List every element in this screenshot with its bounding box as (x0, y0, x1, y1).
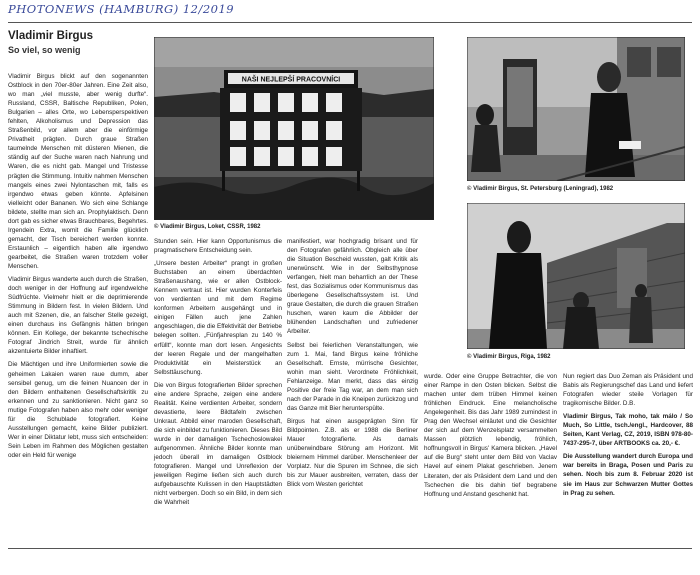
article-author-heading: Vladimir Birgus (8, 30, 93, 42)
paragraph: Birgus hat einen ausgeprägten Sinn für Bildpointen. Z.B. als er 1988 die Berliner Mauer fotografierte. Als damals unüberwindbare Störung am Horizont. Mit bleiernem Himmel darüber. Menschenleer der Vorplatz. Nur die Spuren im Schnee, die sich bis zur Mauer ausbreiten, verraten, dass der Blick vom Westen gerichtet (287, 417, 418, 489)
photo-st-petersburg (467, 37, 685, 181)
article-subtitle: So viel, so wenig (8, 45, 81, 55)
text-column-5 (563, 372, 693, 498)
text-column-4 (424, 372, 557, 499)
paragraph: „Unsere besten Arbeiter“ prangt in großen Buchstaben an einem überdachten Straßenaushang, wie er allen Ostblock-Kennern vertraut ist. Hier wurden Konterfeis von verdienten und mit dem Regime konformen Arbeitern ausgehängt und in einigen Fällen auch jene Zahlen angeschlagen, die die Effektivität der Betriebe belegen sollten. „Fünfjahresplan zu 140 % erfüllt“, konnte man dort lesen. Angesichts der leeren Regale und der mangelhaften Produktivität ein Meisterstück an Selbsttäuschung. (154, 260, 283, 376)
paragraph: Vladimir Birgus wanderte auch durch die Straßen, doch weniger in der Hoffnung auf irgendwelche Südfrüchte. Vielmehr hielt er die deprimierende Stimmung in Bildern fest. In vielen Bildern. Und auch mit Szenen, die, an falscher Stelle gezeigt, einen durchaus ins Gefängnis hätten bringen können. Ein Kollege, der bekannte tschechische Fotograf Jindrich Streit, wurde für ähnlich akzentuierte Bilder inhaftiert. (8, 276, 148, 356)
paragraph: Die Mächtigen und ihre Uniformierten sowie die geheimen Lakaien waren raue dumm, aber sensibel genug, um die feinen Nuancen der in den Bildern enthaltenen Gesellschaftskritik zu erkennen und zu sanktionieren. Nicht ganz so mutige Fotografen haben also mehr oder weniger für die Schublade fotografiert. Keine Ausstellungen gemacht, keine Bilder publiziert. Wer in einer Diktatur lebt, muss sich entscheiden: Sein Leben im Rahmen des Möglichen gestalten oder ein Held für wenige (8, 361, 148, 459)
text-column-1 (8, 72, 148, 460)
paragraph: Selbst bei feierlichen Veranstaltungen, wie zum 1. Mai, fand Birgus keine fröhliche Gesellschaft. Ernste, mürrische Gesichter, wohin man sieht. Verordnete Fröhlichkeit, Fehlanzeige. Man merkt, dass das einzig Positive der freie Tag war, an dem man sich nach der Parade in die Kneipen zurückzog und das Ganze mit Bier herunterspülte. (287, 341, 418, 412)
top-rule (8, 22, 692, 23)
paragraph: Die von Birgus fotografierten Bilder sprechen eine andere Sprache, zeigen eine andere Realität. Keine verdienten Arbeiter, sondern devastierte, leere Bildtafeln zwischen Unkraut. Abbild einer maroden Gesellschaft, die sich einbildet zu funktionieren. Dieses Bild wurde in der damaligen Tschechoslowakei aufgenommen. Ähnliche Bilder konnte man jedoch überall im damaligen Ostblock fotografieren. Mangel und Unreflexion der jeweiligen Regime ließen sich auch durch aufgebauschte Kulissen in den Hauptstädten nicht verbergen. Doch so ein Bild, in dem sich die Wahrheit (154, 381, 282, 507)
text-column-3 (287, 237, 418, 489)
exhibition-info: Die Ausstellung wandert durch Europa und war bereits in Braga, Posen und Paris zu sehen. Noch bis zum 8. Februar 2020 ist sie im Haus zur Schwarzen Mutter Gottes in Prag zu sehen. (563, 453, 693, 497)
paragraph: Vladimir Birgus blickt auf den sogenannten Ostblock in den 70er-80er Jahren. Eine Zeit also, wo man „viel musste, aber wenig durfte“. Russland, CSSR, Baltische Republiken, Polen, Bulgarien – alles Orte, wo Lebensperspektiven fehlten, Alkoholismus und Depression das Straßenbild, vor allem aber die einförmige Privatheit prägten. Durch graue Straßen taumelnde Menschen mit düsteren Mienen, die ständig auf der Suche waren nach Nahrung und Waren, die es nicht gab. Mangel und Tristesse prägten die Stimmung. Intuitiv nahmen Menschen mangels eines zwei Nylontaschen mit, falls es irgendwo etwas geben könnte. Apfelsinen vielleicht oder Bananen. Wo sich eine Schlange bildete, stellte man sich an. Prophylaktisch. Denn dort gab es sicher etwas Brauchbares, Begehrtes. Irgendein Extra, womit die Familie glücklich gemacht, der Tisch bereichert werden konnte. Erstaunlich – eigentlich haben alle irgendwo gearbeitet, die Straßen waren trotzdem voller Menschen. (8, 73, 148, 270)
caption-photo-st-petersburg: © Vladimir Birgus, St. Petersburg (Leningrad), 1982 (467, 186, 614, 192)
bottom-rule (8, 548, 692, 549)
paragraph: Nun regiert das Duo Zeman als Präsident und Babis als Regierungschef das Land und liefert Fotografen wieder steile Vorlagen für tragikomische Bilder. D.B. (563, 373, 693, 408)
paragraph: manifestiert, war hochgradig brisant und für den Fotografen gefährlich. Obgleich alle über die Situation Bescheid wussten, galt Kritik als unerwünscht. Wie in der Selbsthypnose verfangen, hielt man beharrlich an der These fest, das Sozialismus oder Kommunismus das überlegene Gesellschaftssystem ist. Und graue Gestalten, die durch die grauen Straßen huschen, waren kaum die Abbilder der blühenden Landschaften und zufriedener Arbeiter. (287, 238, 418, 336)
sign-text: NAŠI NEJLEPŠÍ PRACOVNÍCI (241, 76, 341, 84)
handwritten-source-note: PHOTONEWS (HAMBURG) 12/2019 (8, 2, 235, 16)
photo-riga (467, 203, 685, 349)
caption-photo-loket: © Vladimir Birgus, Loket, CSSR, 1982 (154, 224, 261, 230)
text-column-2 (154, 237, 282, 507)
book-info: Vladimir Birgus, Tak moho, tak málo / So Much, So Little, tsch./engl., Hardcover, 88 Seiten, Kant Verlag, CZ, 2019, ISBN 978-80-7437-295-7, über ARTBOOKS ca. 20,- €. (563, 413, 693, 448)
photo-loket (154, 37, 434, 220)
caption-photo-riga: © Vladimir Birgus, Riga, 1982 (467, 354, 551, 360)
paragraph: Stunden sein. Hier kann Opportunismus die pragmatischere Entscheidung sein. (154, 238, 282, 255)
paragraph: wurde. Oder eine Gruppe Betrachter, die von einer Rampe in den Osten blicken. Selbst die machen unter dem trüben Himmel keinen fröhlichen Eindruck. Eine melancholische Angelegenheit. Bis das Jahr 1989 zumindest in Prag den Wechsel einläutet und die Gesichter der sich auf dem Wenzelsplatz versammelten Massen plötzlich lebendig, fröhlich, hoffnungsvoll in Birgus' Kamera blicken. „Havel auf die Burg“ steht unter dem Bild von Vaclav Havel auf einem Plakat geschrieben. Jenem Literaten, der als Präsident dem Land und den Tschechen die bis dahin tief begrabene Hoffnung und Anstand geschenkt hat. (424, 373, 557, 498)
